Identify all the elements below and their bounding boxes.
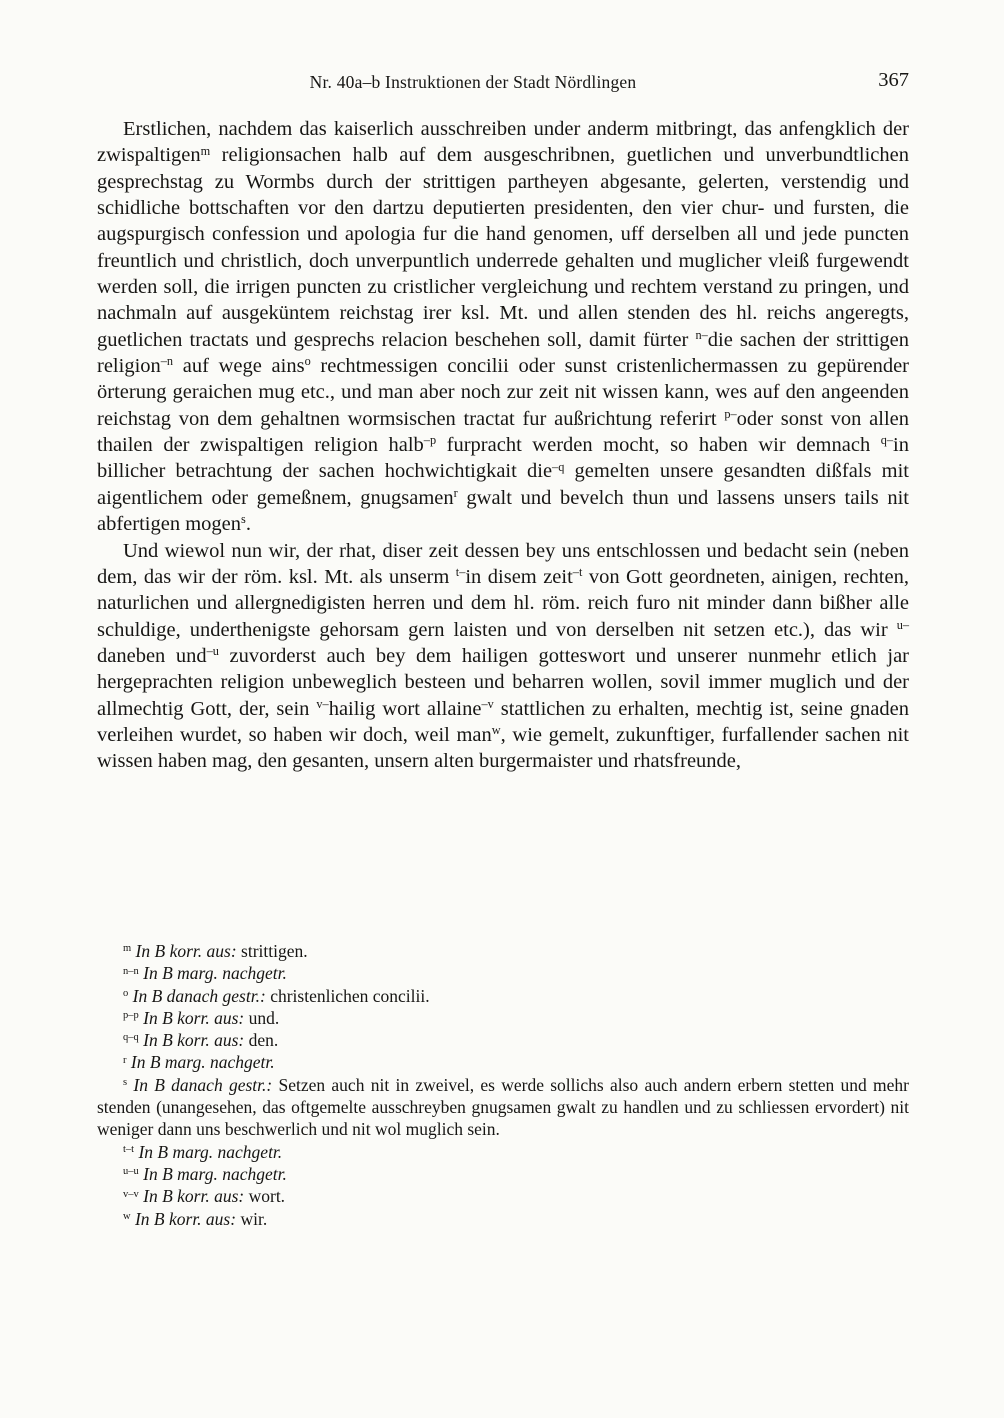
page-header: [97, 69, 909, 102]
editorial-note: In B korr. aus:: [135, 941, 237, 961]
text-run: in billicher betrachtung der sachen hochwichtigkait die: [97, 434, 909, 483]
footnote-marker: v–v: [123, 1188, 139, 1200]
footnote-reference: –v: [481, 696, 494, 711]
text-run: Erstlichen, nachdem das kaiserlich ausschreiben under anderm mitbringt, das anfengklich der zwispaltigen: [97, 118, 909, 167]
footnote-reference: t–: [455, 565, 466, 580]
footnote: [97, 1141, 909, 1163]
editorial-note: In B korr. aus:: [143, 1030, 245, 1051]
footnote: [97, 1163, 909, 1185]
footnote-marker: u–u: [123, 1166, 139, 1178]
footnote-marker: s: [123, 1077, 128, 1089]
footnote-reference: n–: [695, 328, 708, 342]
text-run: auf wege ains: [173, 355, 305, 378]
text-run: gemelten unsere gesandten dißfals mit aigentlichem oder gemeßnem, gnugsamen: [97, 460, 909, 509]
footnote-reference: q–: [880, 433, 894, 448]
editorial-note: In B korr. aus:: [134, 1208, 237, 1229]
running-title: Nr. 40a–b Instruktionen der Stadt Nördlingen: [309, 72, 637, 92]
footnote-reference: u–: [896, 617, 909, 632]
footnote-reference: m: [200, 143, 211, 158]
text-run: Und wiewol nun wir, der rhat, diser zeit dessen bey uns entschlossen und bedacht sein (neben dem, das wir der röm. ksl. Mt. als unserm: [97, 539, 909, 588]
text-run: christenlichen concilii.: [265, 985, 430, 1006]
text-run: wort.: [244, 1186, 286, 1207]
footnote: [97, 962, 909, 984]
text-run: die sachen der strittigen religion: [97, 328, 909, 378]
footnote-marker: q–q: [123, 1032, 139, 1044]
editorial-note: In B marg. nachgetr.: [138, 1141, 283, 1162]
footnote-reference: –t: [572, 565, 583, 580]
text-run: religionsachen halb auf dem ausgeschribnen, guetlichen und unverbundtlichen gesprechstag zu Wormbs durch der strittigen partheyen abgesante, gelerten, verstendig und schidliche bottschaften vor den dartzu deputierten presidenten, den vier chur- und fursten, die augspurgisch confession und apologia fur die hand genomen, uff derselben all und jede puncten freuntlich und christlich, doch unverpuntlich underrede gehalten und muglicher vleiß furgewendt werden soll, die irrigen puncten zu cristlicher vergleichung und rechtem verstand zu pringen, und nachmaln auf ausgeküntem reichstag irer ksl. Mt. und allen stenden des hl. reichs angeregts, guetlichen tractats und gesprechs relacion beschehen soll, damit fürter: [97, 144, 909, 351]
text-run: gwalt und bevelch thun und lassens unsers tails nit abfertigen mogen: [97, 486, 910, 536]
footnote-marker: w: [123, 1210, 131, 1222]
text-run: furpracht werden mocht, so haben wir demnach: [436, 434, 881, 457]
footnote: [97, 985, 909, 1007]
text-run: den.: [244, 1030, 279, 1051]
footnote-reference: –n: [160, 354, 174, 369]
footnote-reference: –u: [206, 644, 219, 659]
footnote-reference: s: [241, 512, 246, 527]
footnote: [97, 1007, 909, 1029]
footnote-marker: r: [123, 1054, 127, 1066]
text-run: oder sonst von allen thailen der zwispaltigen religion halb: [97, 407, 909, 457]
editorial-note: In B danach gestr.:: [133, 1074, 273, 1095]
text-run: von Gott geordneten, ainigen, rechten, naturlichen und allergnedigisten herren und dem hl. röm. reich furo nit minder dann bißher alle schuldige, underthenigste gehorsam gern laisten und von derselben nit setzen etc.), das wir: [97, 565, 909, 641]
footnote: [97, 1208, 909, 1230]
footnote: [97, 1074, 909, 1141]
editorial-note: In B danach gestr.:: [132, 985, 266, 1006]
footnote-reference: p–: [724, 407, 737, 422]
paragraph: [97, 538, 909, 775]
footnote-marker: m: [123, 943, 132, 955]
footnote-marker: n–n: [123, 965, 139, 977]
text-run: hailig wort allaine: [328, 697, 482, 720]
footnotes: [97, 940, 909, 1230]
footnote-reference: –q: [552, 459, 565, 474]
footnote: [97, 940, 909, 962]
footnote-marker: p–p: [123, 1010, 139, 1022]
text-run: wir.: [236, 1208, 268, 1229]
footnote-marker: o: [123, 987, 129, 999]
footnote-reference: –p: [423, 433, 437, 448]
footnote-reference: o: [304, 354, 311, 369]
footnote: [97, 1185, 909, 1207]
editorial-note: In B korr. aus:: [143, 1186, 245, 1207]
editorial-note: In B korr. aus:: [143, 1007, 245, 1028]
editorial-note: In B marg. nachgetr.: [130, 1052, 275, 1073]
text-run: daneben und: [97, 644, 207, 667]
text-run: und.: [244, 1007, 280, 1028]
page-number: 367: [878, 69, 909, 91]
main-text: [97, 116, 909, 775]
text-run: rechtmessigen concilii oder sunst cristenlichermassen zu gepürender örterung geraichen mug etc., und man aber noch zur zeit nit wissen kann, wes auf den angeenden reichstag von dem gehaltnen wormsischen tractat fur außrichtung referirt: [97, 355, 910, 430]
footnote-reference: r: [453, 486, 458, 501]
text-run: in disem zeit: [465, 565, 573, 588]
text-run: stattlichen zu erhalten, mechtig ist, seine gnaden verleihen wurdet, so haben wir doch, weil man: [97, 697, 909, 746]
editorial-note: In B marg. nachgetr.: [143, 1163, 287, 1184]
footnote-marker: t–t: [123, 1143, 135, 1155]
editorial-note: In B marg. nachgetr.: [143, 963, 287, 984]
text-run: strittigen.: [236, 941, 308, 961]
footnote: [97, 1051, 909, 1073]
text-run: Setzen auch nit in zweivel, es werde sollichs also auch andern erbern stetten und mehr stenden (unangesehen, das oftgemelte ausschreyben gnugsamen gwalt zu handlen und zu schliessen ervordert) nit weniger dann uns beschwerlich und nit wol muglich sein.: [97, 1074, 910, 1140]
paragraph: [97, 116, 909, 538]
text-run: , wie gemelt, zukunftiger, furfallender sachen nit wissen haben mag, den gesanten, unsern alten burgermaister und rhatsfreunde,: [97, 723, 909, 773]
text-run: .: [245, 513, 251, 536]
footnote-reference: v–: [316, 696, 329, 711]
footnote-reference: w: [491, 723, 501, 738]
footnote: [97, 1029, 909, 1051]
text-run: zuvorderst auch bey dem hailigen gotteswort und unserer nunmehr etlich jar hergeprachten religion unbeweglich besteen und beharren wollen, sovil immer muglich und der allmechtig Gott, der, sein: [97, 644, 909, 720]
